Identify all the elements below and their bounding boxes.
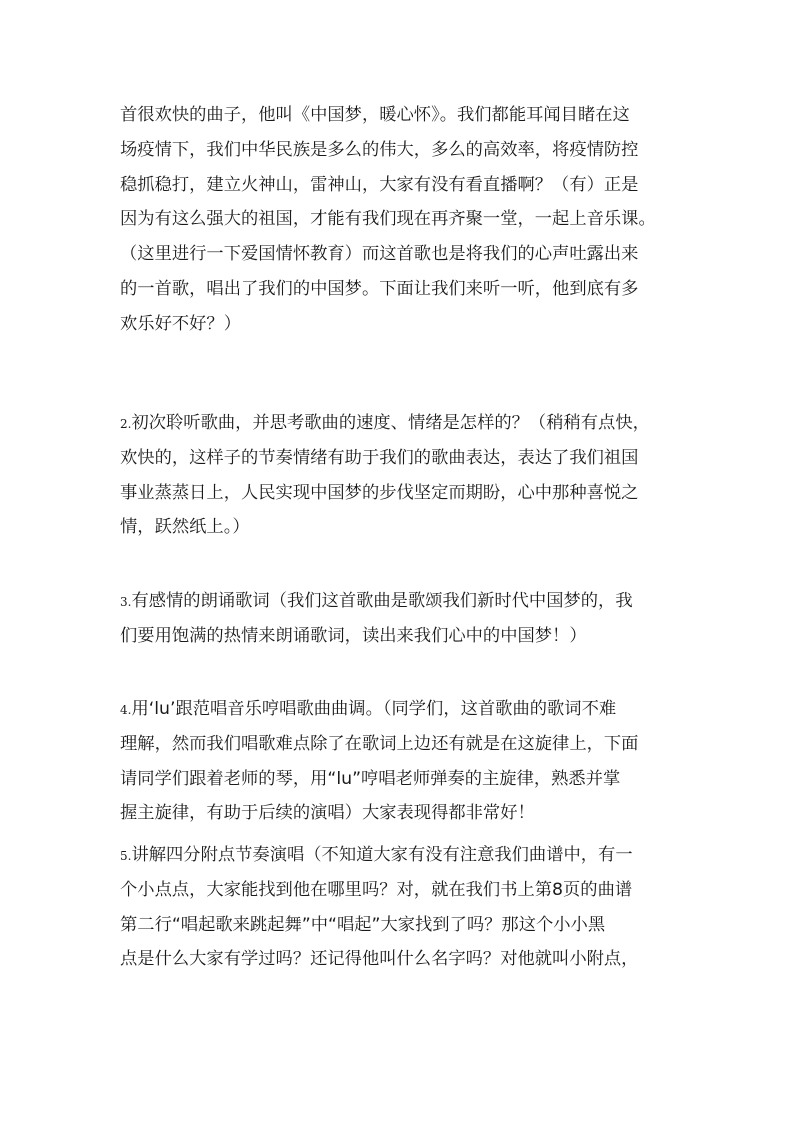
step-number: 3. [120,595,132,609]
text-line: 理解，然而我们唱歌难点除了在歌词上边还有就是在这旋律上，下面 [120,733,639,754]
paragraph-step-4 [120,692,680,831]
text-line [120,406,680,441]
text-line: 因为有这么强大的祖国，才能有我们现在再齐聚一堂，一起上音乐课。 [120,209,656,230]
paragraph-step-2 [120,406,680,545]
text-line: 事业蒸蒸日上，人民实现中国梦的步伐坚定而期盼，心中那种喜悦之 [120,482,639,503]
text-line: 请同学们跟着老师的琴，用“lu”哼唱老师弹奏的主旋律，熟悉并掌 [120,768,621,789]
step-number: 5. [120,849,132,863]
text-line: 的一首歌，唱出了我们的中国梦。下面让我们来听一听，他到底有多 [120,278,639,299]
text-line: 第二行“唱起歌来跳起舞”中“唱起”大家找到了吗？那这个小小黑 [120,914,606,935]
text-line: 稳抓稳打，建立火神山，雷神山，大家有没有看直播啊？（有）正是 [120,174,639,195]
text-line: 个小点点，大家能找到他在哪里吗？对，就在我们书上第8页的曲谱 [120,879,633,900]
text-line: 们要用饱满的热情来朗诵歌词，读出来我们心中的中国梦！） [120,625,587,646]
text-line: 首很欢快的曲子，他叫《中国梦，暖心怀》。我们都能耳闻目睹在这 [120,105,630,125]
paragraph-intro [120,98,680,342]
text-line [120,692,680,727]
step-number: 4. [120,703,132,717]
paragraph-step-5 [120,838,680,977]
step-text: 有感情的朗诵歌词（我们这首歌曲是歌颂我们新时代中国梦的，我 [131,591,633,611]
text-line: 点是什么大家有学过吗？还记得他叫什么名字吗？对他就叫小附点， [120,949,639,970]
text-line [120,838,680,873]
text-line: 欢快的，这样子的节奏情绪有助于我们的歌曲表达，表达了我们祖国 [120,447,639,468]
step-number: 2. [120,417,132,431]
text-line: （这里进行一下爱国情怀教育）而这首歌也是将我们的心声吐露出来 [120,244,639,265]
paragraph-step-3 [120,584,680,654]
text-line: 欢乐好不好？） [120,313,241,334]
text-line: 握主旋律，有助于后续的演唱）大家表现得都非常好！ [120,803,535,824]
text-line: 情，跃然纸上。） [120,517,250,538]
step-text: 初次聆听歌曲，并思考歌曲的速度、情绪是怎样的？（稍稍有点快， [131,413,650,433]
text-line: 场疫情下，我们中华民族是多么的伟大，多么的高效率，将疫情防控 [120,139,639,160]
step-text: 用‘lu’跟范唱音乐哼唱歌曲曲调。（同学们，这首歌曲的歌词不难 [131,699,617,719]
step-text: 讲解四分附点节奏演唱（不知道大家有没有注意我们曲谱中，有一 [131,845,633,865]
text-line [120,584,680,619]
